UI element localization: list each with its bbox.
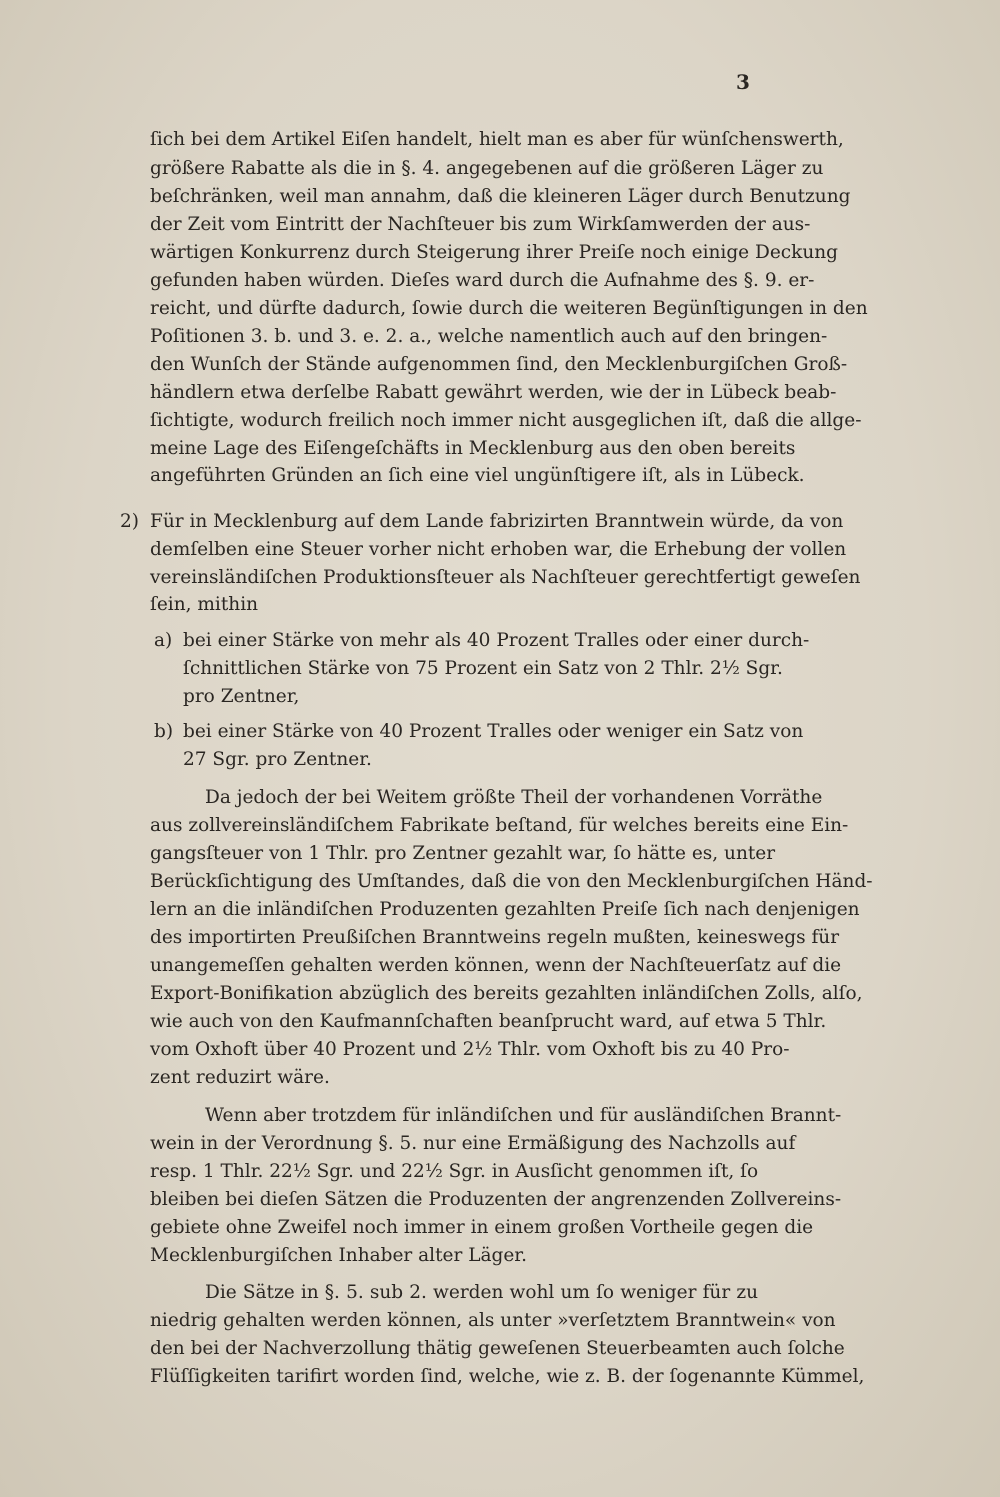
text-line: Wenn aber trotzdem für inländiſchen und für ausländiſchen Brannt- (205, 1105, 842, 1126)
text-line: größere Rabatte als die in §. 4. angegebenen auf die größeren Läger zu (150, 158, 824, 179)
text-line: gebiete ohne Zweifel noch immer in einem großen Vortheile gegen die (150, 1217, 814, 1238)
text-line: Für in Mecklenburg auf dem Lande fabrizirten Branntwein würde, da von (150, 511, 844, 532)
text-line: Export-Bonifikation abzüglich des bereits gezahlten inländiſchen Zolls, alſo, (150, 983, 863, 1004)
text-line: Flüſſigkeiten tarifirt worden ſind, welche, wie z. B. der ſogenannte Kümmel, (150, 1366, 865, 1387)
text-line: niedrig gehalten werden können, als unter »verſetztem Branntwein« von (150, 1310, 836, 1331)
text-line: wein in der Verordnung §. 5. nur eine Ermäßigung des Nachzolls auf (150, 1133, 796, 1154)
text-line: pro Zentner, (183, 686, 300, 707)
text-line: Mecklenburgiſchen Inhaber alter Läger. (150, 1245, 528, 1266)
list-marker: a) (154, 630, 173, 651)
text-line: vom Oxhoft über 40 Prozent und 2½ Thlr. vom Oxhoft bis zu 40 Pro- (150, 1039, 790, 1060)
text-line: Die Sätze in §. 5. sub 2. werden wohl um ſo weniger für zu (205, 1282, 758, 1303)
text-line: wie auch von den Kaufmannſchaften beanſprucht ward, auf etwa 5 Thlr. (150, 1011, 827, 1032)
text-line: bleiben bei dieſen Sätzen die Produzenten der angrenzenden Zollvereins- (150, 1189, 842, 1210)
text-line: des importirten Preußiſchen Branntweins regeln mußten, keineswegs für (150, 927, 840, 948)
text-line: den Wunſch der Stände aufgenommen ſind, den Mecklenburgiſchen Groß- (150, 354, 848, 375)
text-line: demſelben eine Steuer vorher nicht erhoben war, die Erhebung der vollen (150, 539, 847, 560)
list-marker: 2) (120, 511, 139, 532)
text-line: reicht, und dürfte dadurch, ſowie durch die weiteren Begünſtigungen in den (150, 298, 868, 319)
text-line: händlern etwa derſelbe Rabatt gewährt werden, wie der in Lübeck beab- (150, 382, 837, 403)
text-line: zent reduzirt wäre. (150, 1067, 330, 1088)
text-line: gefunden haben würden. Dieſes ward durch die Aufnahme des §. 9. er- (150, 270, 815, 291)
text-line: resp. 1 Thlr. 22½ Sgr. und 22½ Sgr. in Ausſicht genommen iſt, ſo (150, 1161, 759, 1182)
text-line: bei einer Stärke von 40 Prozent Tralles oder weniger ein Satz von (183, 721, 804, 742)
text-line: Poſitionen 3. b. und 3. e. 2. a., welche namentlich auch auf den bringen- (150, 326, 828, 347)
list-marker: b) (154, 721, 174, 742)
text-line: der Zeit vom Eintritt der Nachſteuer bis zum Wirkſamwerden der aus- (150, 214, 811, 235)
text-line: gangsſteuer von 1 Thlr. pro Zentner gezahlt war, ſo hätte es, unter (150, 843, 776, 864)
text-line: lern an die inländiſchen Produzenten gezahlten Preiſe ſich nach denjenigen (150, 899, 860, 920)
text-line: unangemeſſen gehalten werden können, wenn der Nachſteuerſatz auf die (150, 955, 842, 976)
text-line: wärtigen Konkurrenz durch Steigerung ihrer Preiſe noch einige Deckung (150, 242, 839, 263)
text-line: vereinsländiſchen Produktionsſteuer als Nachſteuer gerechtfertigt geweſen (150, 567, 861, 588)
text-line: bei einer Stärke von mehr als 40 Prozent Tralles oder einer durch- (183, 630, 810, 651)
text-line: Da jedoch der bei Weitem größte Theil der vorhandenen Vorräthe (205, 787, 823, 808)
text-line: beſchränken, weil man annahm, daß die kleineren Läger durch Benutzung (150, 186, 851, 207)
text-line: Berückſichtigung des Umſtandes, daß die von den Mecklenburgiſchen Händ- (150, 871, 873, 892)
text-line: meine Lage des Eiſengeſchäfts in Mecklenburg aus den oben bereits (150, 438, 796, 459)
text-line: ſein, mithin (150, 594, 259, 615)
text-line: den bei der Nachverzollung thätig geweſenen Steuerbeamten auch ſolche (150, 1338, 845, 1359)
text-line: ſich bei dem Artikel Eiſen handelt, hielt man es aber für wünſchenswerth, (150, 129, 844, 150)
text-line: ſichtigte, wodurch freilich noch immer nicht ausgeglichen iſt, daß die allge- (150, 410, 862, 431)
text-line: aus zollvereinsländiſchem Fabrikate beſtand, für welches bereits eine Ein- (150, 815, 849, 836)
text-line: 27 Sgr. pro Zentner. (183, 749, 372, 770)
page-number: 3 (736, 70, 750, 94)
text-line: ſchnittlichen Stärke von 75 Prozent ein Satz von 2 Thlr. 2½ Sgr. (183, 658, 783, 679)
text-line: angeführten Gründen an ſich eine viel ungünſtigere iſt, als in Lübeck. (150, 465, 805, 486)
